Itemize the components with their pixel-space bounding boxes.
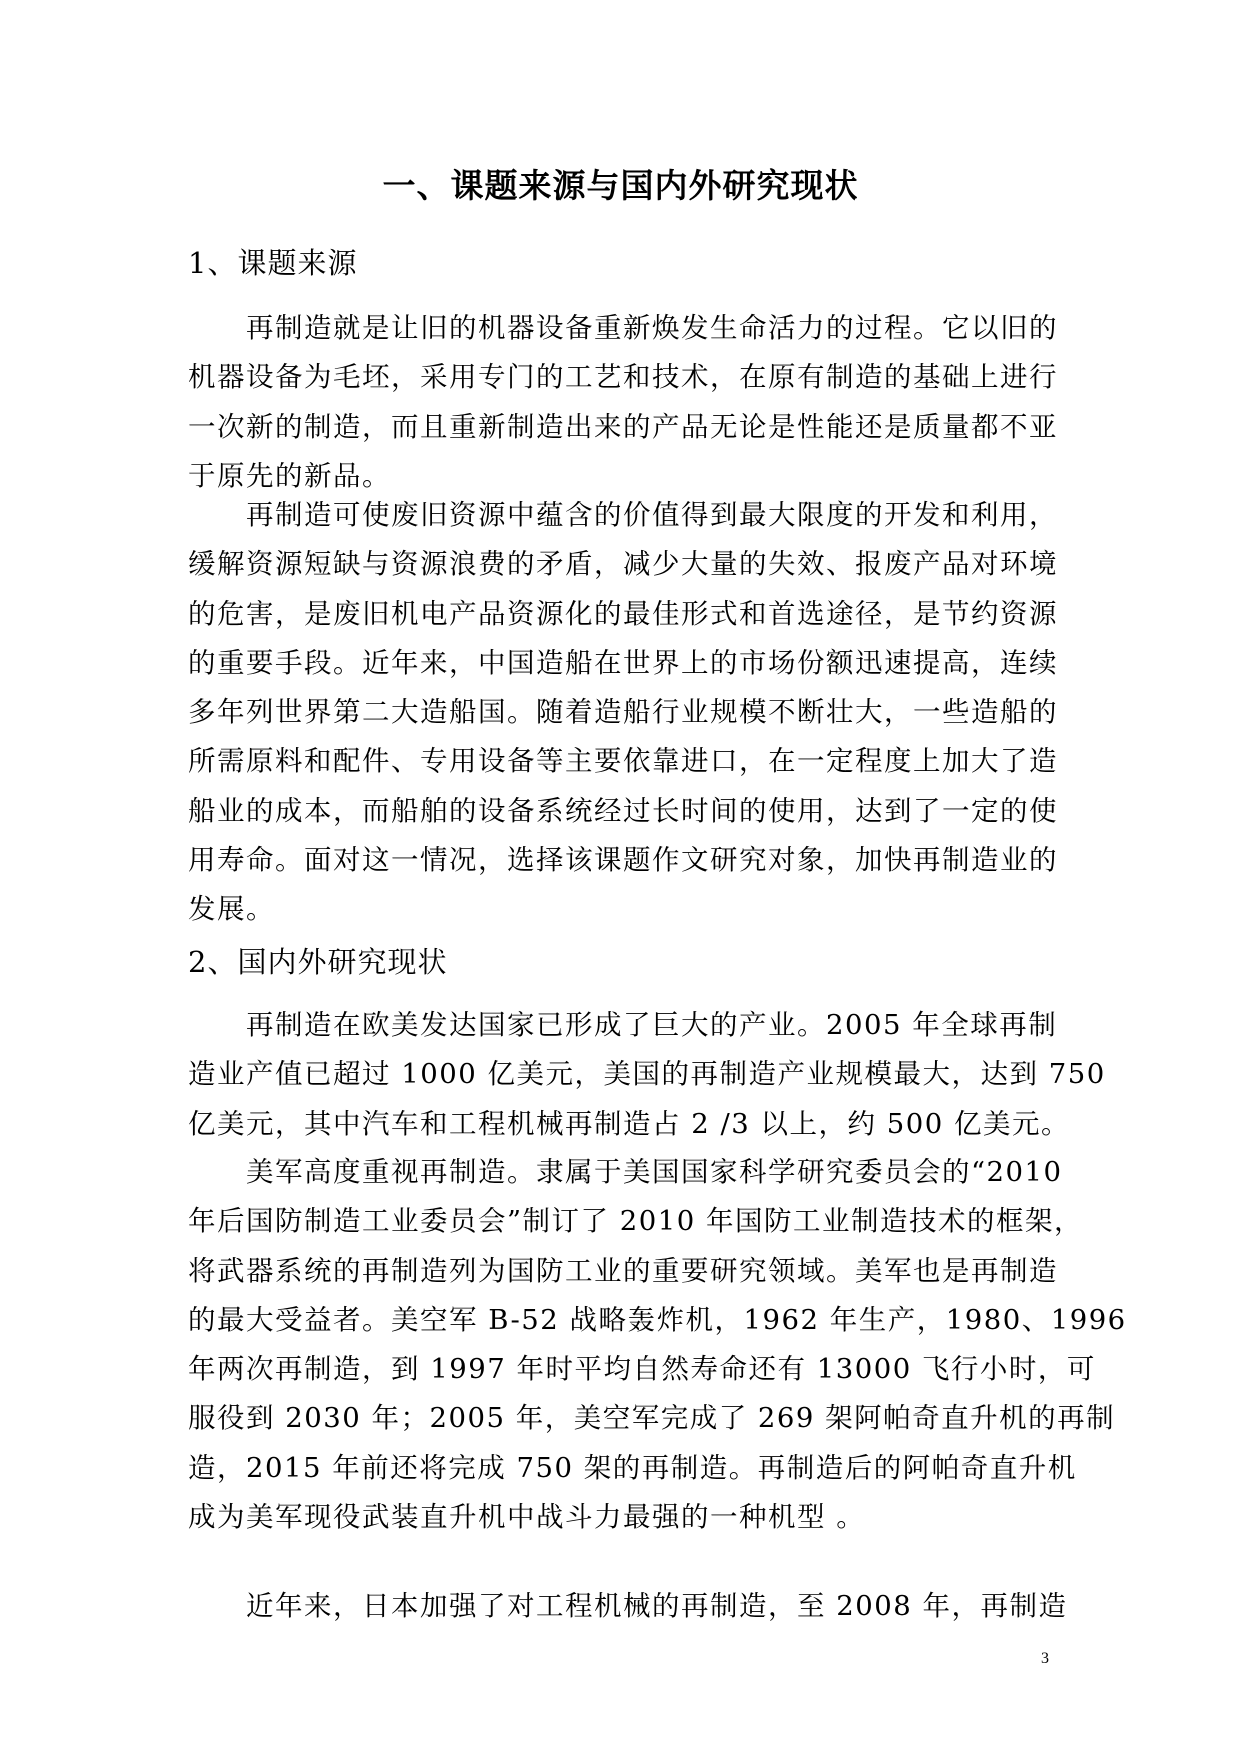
text-line: 将武器系统的再制造列为国防工业的重要研究领域。美军也是再制造 [188, 1254, 1058, 1287]
text-line: 再制造可使废旧资源中蕴含的价值得到最大限度的开发和利用， [188, 499, 1058, 531]
text-line: 一次新的制造，而且重新制造出来的产品无论是性能还是质量都不亚 [188, 410, 1058, 443]
text-line: 机器设备为毛坯，采用专门的工艺和技术，在原有制造的基础上进行 [188, 361, 1058, 394]
text-line: 的最大受益者。美空军 B-52 战略轰炸机，1962 年生产，1980、1996 [188, 1303, 1127, 1336]
section-heading-research-status: 2、国内外研究现状 [188, 945, 448, 979]
text-line: 亿美元，其中汽车和工程机械再制造占 2 /3 以上，约 500 亿美元。 [188, 1107, 1070, 1140]
text-line: 再制造在欧美发达国家已形成了巨大的产业。2005 年全球再制 [188, 1009, 1058, 1041]
paragraph-us-military [188, 1148, 1127, 1542]
text-line: 再制造就是让旧的机器设备重新焕发生命活力的过程。它以旧的 [188, 312, 1058, 344]
paragraph-europe-us-industry [188, 1001, 1106, 1149]
text-line: 造，2015 年前还将完成 750 架的再制造。再制造后的阿帕奇直升机 [188, 1451, 1077, 1484]
text-line: 于原先的新品。 [188, 459, 391, 492]
text-line: 所需原料和配件、专用设备等主要依靠进口，在一定程度上加大了造 [188, 745, 1058, 778]
text-line: 缓解资源短缺与资源浪费的矛盾，减少大量的失效、报废产品对环境 [188, 548, 1058, 581]
paragraph-remanufacturing-definition [188, 304, 1068, 501]
text-line: 发展。 [188, 893, 275, 926]
text-line: 成为美军现役武装直升机中战斗力最强的一种机型 。 [188, 1501, 866, 1534]
page-number: 3 [1041, 1650, 1049, 1667]
text-line: 多年列世界第二大造船国。随着造船行业规模不断壮大，一些造船的 [188, 696, 1058, 729]
text-line: 年两次再制造，到 1997 年时平均自然寿命还有 13000 飞行小时，可 [188, 1353, 1096, 1386]
text-line: 的重要手段。近年来，中国造船在世界上的市场份额迅速提高，连续 [188, 646, 1058, 679]
text-line: 用寿命。面对这一情况，选择该课题作文研究对象，加快再制造业的 [188, 844, 1058, 877]
text-line: 服役到 2030 年；2005 年，美空军完成了 269 架阿帕奇直升机的再制 [188, 1402, 1116, 1435]
text-line: 年后国防制造工业委员会”制订了 2010 年国防工业制造技术的框架， [188, 1205, 1084, 1238]
text-line: 近年来，日本加强了对工程机械的再制造，至 2008 年，再制造 [188, 1590, 1068, 1622]
text-line: 美军高度重视再制造。隶属于美国国家科学研究委员会的“2010 [188, 1156, 1063, 1188]
text-line: 造业产值已超过 1000 亿美元，美国的再制造产业规模最大，达到 750 [188, 1058, 1106, 1091]
document-title: 一、课题来源与国内外研究现状 [382, 166, 859, 205]
section-heading-topic-source: 1、课题来源 [188, 246, 358, 280]
paragraph-remanufacturing-value [188, 491, 1068, 935]
text-line: 的危害，是废旧机电产品资源化的最佳形式和首选途径，是节约资源 [188, 597, 1058, 630]
text-line: 船业的成本，而船舶的设备系统经过长时间的使用，达到了一定的使 [188, 794, 1058, 827]
paragraph-japan [188, 1582, 1068, 1631]
